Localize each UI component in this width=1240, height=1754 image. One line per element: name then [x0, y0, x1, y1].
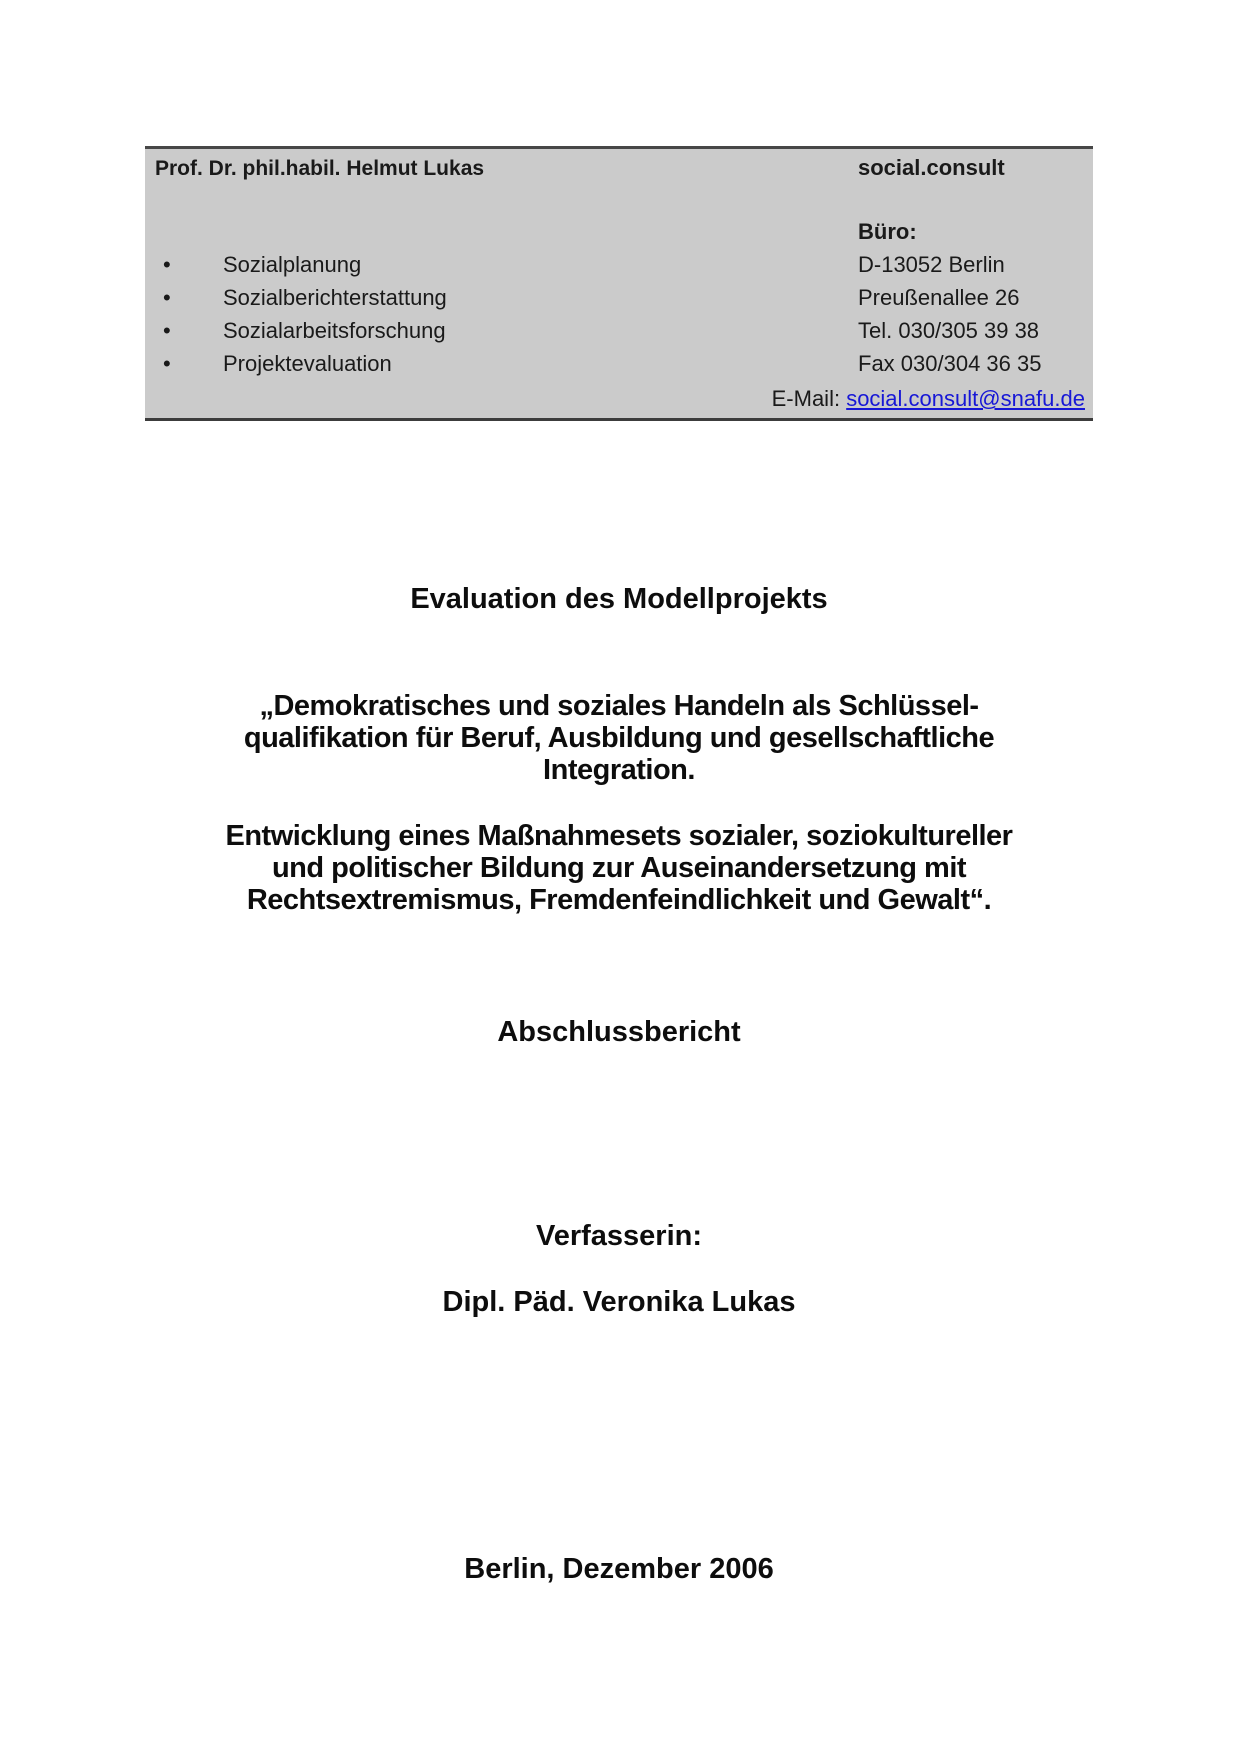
author-name: Dipl. Päd. Veronika Lukas	[442, 1286, 796, 1318]
bullet-icon: •	[163, 351, 171, 376]
office-label: Büro:	[858, 219, 917, 244]
service-item-label: Sozialarbeitsforschung	[223, 318, 446, 343]
letterhead-box	[145, 146, 1093, 421]
page-title: Evaluation des Modellprojekts	[410, 583, 828, 615]
address-line: Preußenallee 26	[858, 285, 1020, 310]
email-row	[145, 380, 1093, 418]
letterhead-row	[145, 347, 1093, 380]
project-title-line: qualifikation für Beruf, Ausbildung und gesellschaftliche	[243, 722, 995, 754]
letterhead-spacer	[145, 187, 1093, 215]
project-subtitle	[145, 820, 1093, 916]
project-subtitle-line: Rechtsextremismus, Fremdenfeindlichkeit und Gewalt“.	[246, 884, 992, 916]
email-label: E-Mail:	[771, 386, 847, 411]
project-subtitle-line: und politischer Bildung zur Auseinandersetzung mit	[271, 852, 967, 884]
address-line: Fax 030/304 36 35	[858, 351, 1042, 376]
address-line: D-13052 Berlin	[858, 252, 1005, 277]
bullet-icon: •	[163, 285, 171, 310]
service-item-label: Sozialplanung	[223, 252, 362, 277]
author-label: Verfasserin:	[535, 1220, 703, 1252]
email-link[interactable]: social.consult@snafu.de	[846, 386, 1085, 411]
service-item-label: Projektevaluation	[223, 351, 392, 376]
brand-name: social.consult	[858, 155, 1005, 180]
bullet-icon: •	[163, 318, 171, 343]
project-subtitle-line: Entwicklung eines Maßnahmesets sozialer, soziokultureller	[225, 820, 1013, 852]
date-line: Berlin, Dezember 2006	[464, 1553, 774, 1585]
report-type: Abschlussbericht	[497, 1016, 741, 1048]
letterhead-row	[145, 248, 1093, 281]
project-title-line: Integration.	[543, 754, 695, 786]
letterhead-header-row	[145, 149, 1093, 187]
address-line: Tel. 030/305 39 38	[858, 318, 1040, 343]
service-item-label: Sozialberichterstattung	[223, 285, 447, 310]
letterhead-name: Prof. Dr. phil.habil. Helmut Lukas	[155, 157, 485, 180]
project-title-line: „Demokratisches und soziales Handeln als Schlüssel-	[259, 690, 979, 722]
letterhead-row	[145, 314, 1093, 347]
letterhead-row	[145, 281, 1093, 314]
project-title	[145, 690, 1093, 786]
letterhead-row	[145, 215, 1093, 248]
bullet-icon: •	[163, 252, 171, 277]
